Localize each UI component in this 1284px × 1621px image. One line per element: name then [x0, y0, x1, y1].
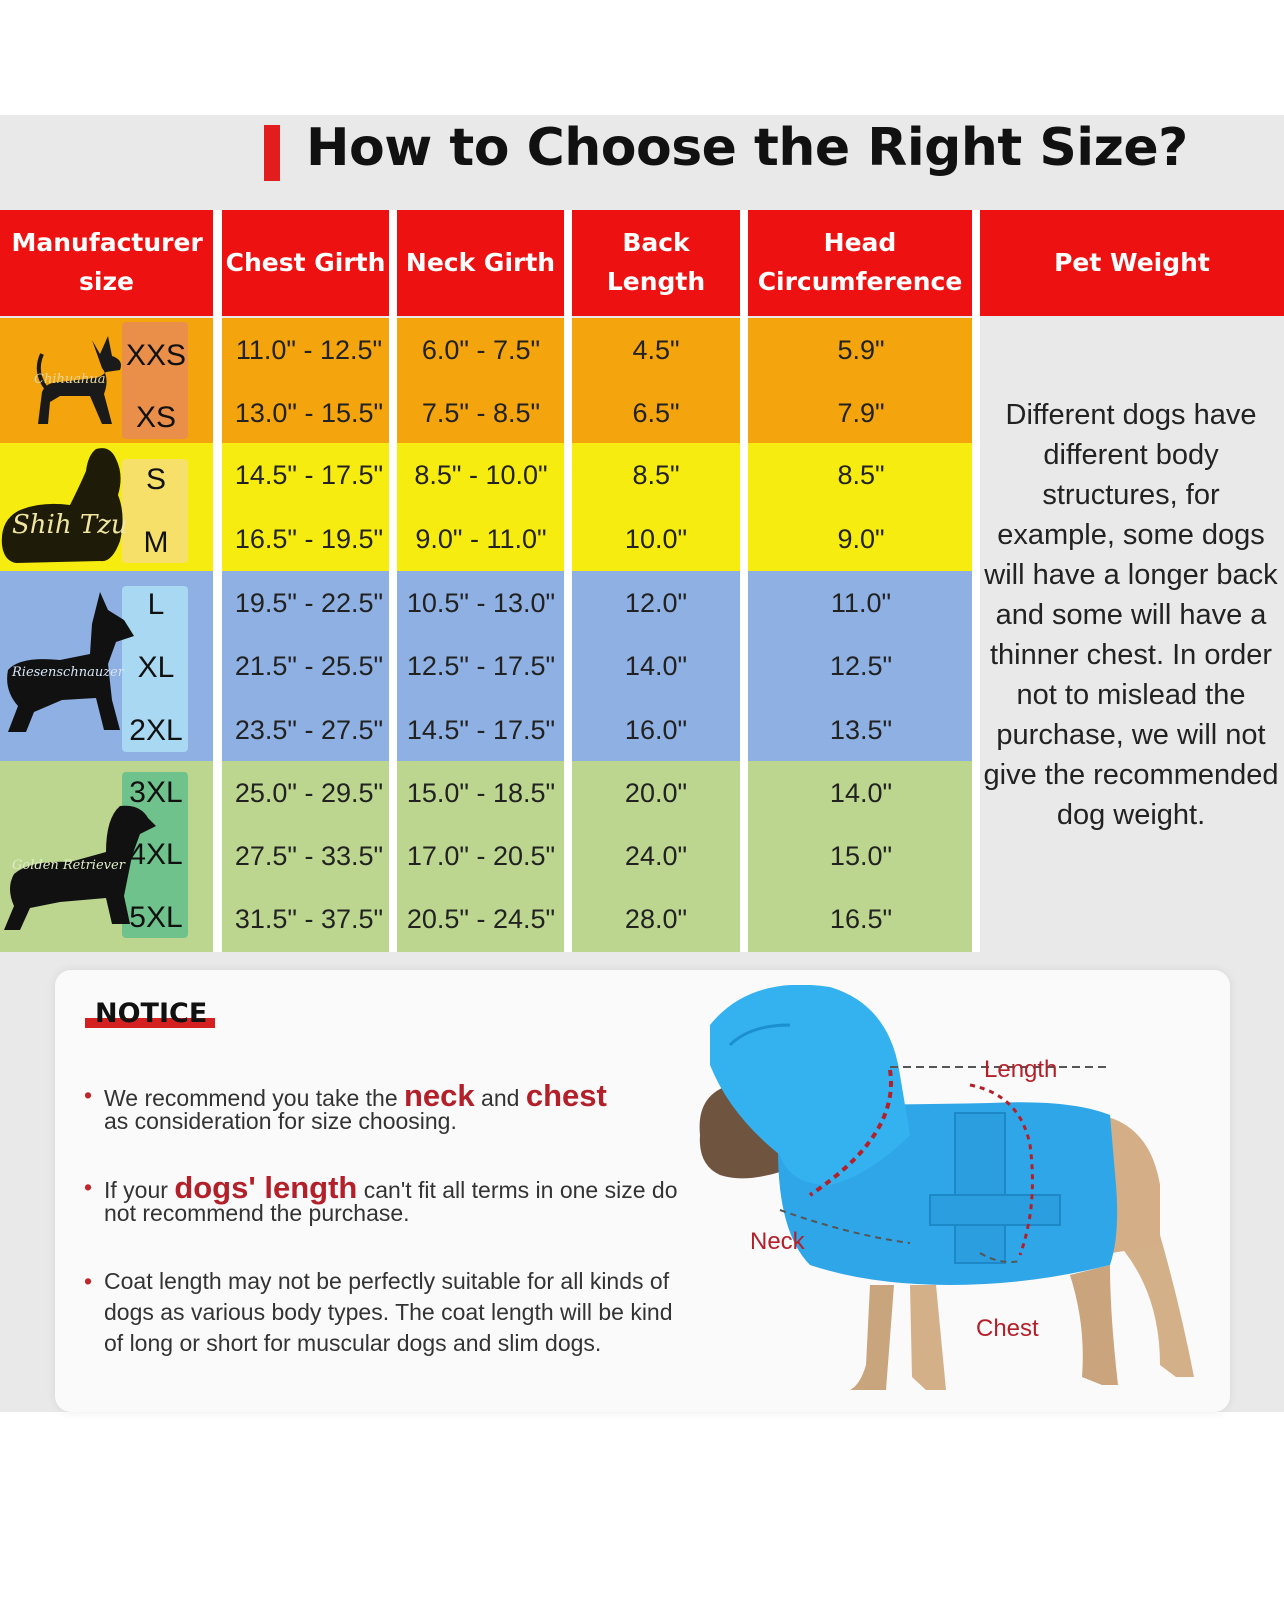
neck-girth-cell: 14.5" - 17.5" [406, 715, 556, 745]
neck-girth-cell: 17.0" - 20.5" [406, 841, 556, 871]
chest-girth-cell: 16.5" - 19.5" [234, 524, 384, 554]
notice-bullet-2-text [104, 1172, 678, 1237]
head-circumference-cell: 11.0" [830, 588, 892, 618]
title-accent-bar [264, 125, 280, 181]
column-divider [740, 210, 748, 952]
size-label: 3XL [129, 776, 183, 809]
head-circumference-cell: 8.5" [837, 460, 885, 490]
head-circumference-cell: 14.0" [829, 778, 893, 808]
header-chest-girth: Chest Girth [222, 210, 389, 316]
dog-raincoat-illustration [690, 985, 1210, 1415]
header-pet-weight: Pet Weight [980, 210, 1284, 316]
back-length-cell: 16.0" [624, 715, 688, 745]
header-back-length-label: Back Length [606, 228, 706, 296]
chest-girth-cell: 27.5" - 33.5" [234, 841, 384, 871]
neck-girth-cell: 6.0" - 7.5" [421, 335, 541, 365]
notice-text: of long or short for muscular dogs and slim dogs. [104, 1330, 602, 1356]
head-circumference-cell: 15.0" [829, 841, 893, 871]
chest-girth-cell: 31.5" - 37.5" [234, 904, 384, 934]
diagram-label-neck: Neck [750, 1228, 805, 1255]
header-manufacturer-size [0, 210, 213, 316]
back-length-cell: 20.0" [624, 778, 688, 808]
back-length-cell: 12.0" [624, 588, 688, 618]
head-circumference-cell: 12.5" [829, 651, 893, 681]
breed-label-golden-retriever: Golden Retriever [12, 858, 125, 873]
size-label: 4XL [129, 838, 183, 871]
chest-girth-cell: 14.5" - 17.5" [234, 460, 384, 490]
head-circumference-cell: 16.5" [829, 904, 893, 934]
notice-text: Coat length may not be perfectly suitable for all kinds of [104, 1268, 670, 1294]
notice-text: If your [104, 1177, 175, 1203]
notice-text: can't fit all terms in one size do [357, 1177, 678, 1203]
neck-girth-cell: 15.0" - 18.5" [406, 778, 556, 808]
pet-weight-note: Different dogs have different body structures, for example, some dogs will have a longer back and some will have a thinner chest. In order not to mislead the purchase, we will not give the recommended dog weight. [983, 399, 1279, 831]
back-length-cell: 6.5" [632, 398, 680, 428]
column-divider [972, 210, 980, 952]
chest-girth-cell: 11.0" - 12.5" [235, 335, 383, 365]
notice-text: We recommend you take the [104, 1085, 404, 1111]
notice-bullet-1-text [104, 1080, 607, 1145]
neck-girth-cell: 8.5" - 10.0" [414, 460, 548, 490]
size-label: 5XL [129, 901, 183, 934]
back-length-cell: 24.0" [624, 841, 688, 871]
bullet-dot-icon: • [84, 1082, 93, 1108]
column-divider [213, 210, 222, 952]
back-length-cell: 10.0" [624, 524, 688, 554]
highlight-neck: neck [404, 1078, 475, 1113]
chest-girth-cell: 23.5" - 27.5" [234, 715, 384, 745]
notice-text: as consideration for size choosing. [104, 1108, 457, 1134]
diagram-label-length: Length [984, 1056, 1058, 1083]
back-length-cell: 14.0" [624, 651, 688, 681]
back-length-cell: 4.5" [632, 335, 680, 365]
chest-girth-cell: 13.0" - 15.5" [234, 398, 384, 428]
notice-title: NOTICE [95, 998, 208, 1029]
neck-girth-cell: 20.5" - 24.5" [406, 904, 556, 934]
head-circumference-cell: 9.0" [837, 524, 885, 554]
bullet-dot-icon: • [84, 1174, 93, 1200]
notice-text: not recommend the purchase. [104, 1200, 410, 1226]
notice-bullet-3-text [104, 1266, 673, 1359]
highlight-chest: chest [525, 1078, 607, 1113]
head-circumference-cell: 5.9" [837, 335, 885, 365]
head-circumference-cell: 7.9" [837, 398, 885, 428]
notice-bullet-1 [84, 1080, 724, 1150]
chest-girth-cell: 21.5" - 25.5" [234, 651, 384, 681]
header-head-label: Head Circumference [757, 228, 963, 296]
size-label: 2XL [129, 714, 183, 747]
neck-girth-cell: 7.5" - 8.5" [421, 398, 541, 428]
size-label: XL [137, 651, 175, 684]
size-label: S [145, 463, 166, 496]
notice-bullet-3 [84, 1266, 724, 1366]
neck-girth-cell: 12.5" - 17.5" [406, 651, 556, 681]
notice-text: and [474, 1085, 526, 1111]
size-label: XS [135, 401, 177, 434]
header-back-length [572, 210, 740, 316]
chest-girth-cell: 25.0" - 29.5" [234, 778, 384, 808]
neck-girth-cell: 10.5" - 13.0" [406, 588, 556, 618]
breed-label-chihuahua: Chihuahua [34, 372, 106, 387]
shih-tzu-silhouette-icon [0, 445, 130, 565]
notice-bullet-2 [84, 1172, 724, 1242]
diagram-label-chest: Chest [976, 1315, 1039, 1342]
back-length-cell: 28.0" [624, 904, 688, 934]
header-manufacturer-label: Manufacturer size [11, 228, 203, 296]
back-length-cell: 8.5" [632, 460, 680, 490]
highlight-dogs-length: dogs' length [174, 1170, 358, 1205]
head-circumference-cell: 13.5" [829, 715, 893, 745]
notice-text: dogs as various body types. The coat length will be kind [104, 1299, 673, 1325]
header-neck-girth: Neck Girth [397, 210, 564, 316]
breed-label-riesenschnauzer: Riesenschnauzer [12, 665, 124, 680]
chest-girth-cell: 19.5" - 22.5" [234, 588, 384, 618]
bullet-dot-icon: • [84, 1268, 93, 1294]
breed-label-shih-tzu: Shih Tzu [12, 510, 128, 540]
page-title: How to Choose the Right Size? [306, 118, 1188, 178]
neck-girth-cell: 9.0" - 11.0" [415, 524, 547, 554]
size-label: XXS [125, 339, 187, 372]
size-label: L [147, 588, 165, 621]
size-label: M [143, 526, 169, 559]
header-head-circumference [748, 210, 972, 316]
